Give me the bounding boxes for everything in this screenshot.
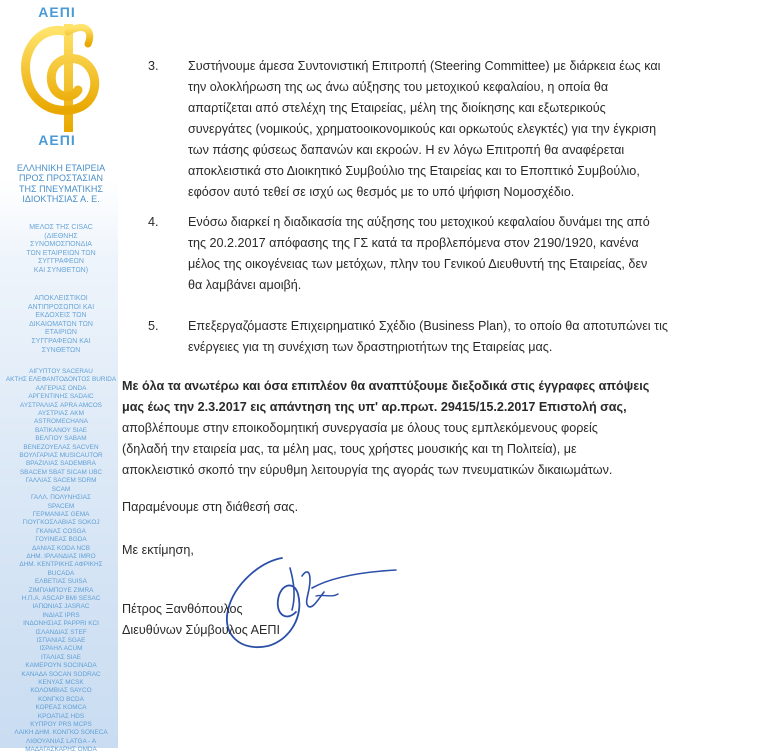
- society-entry: ΑΛΓΕΡΙΑΣ ONDA: [35, 384, 87, 392]
- text-line: της 20.2.2017 απόφασης της ΓΣ κατά τα προβλεπόμενα στον 2190/1920, κανένα: [188, 236, 639, 250]
- text-line: Συστήνουμε άμεσα Συντονιστική Επιτροπή (Steering Committee) με διάρκεια έως και: [188, 59, 661, 73]
- rights-line: ΕΤΑΙΡΙΩΝ: [45, 329, 77, 337]
- society-entry: SCAM: [51, 485, 71, 493]
- society-entry: ΓΑΛΛ. ΠΟΛΥΝΗΣΙΑΣ: [31, 494, 91, 502]
- society-entry: ΖΙΜΠΑΜΠΟΥΕ ZIMRA: [28, 586, 94, 594]
- org-line: ΕΛΛΗΝΙΚΗ ΕΤΑΙΡΕΙΑ: [16, 163, 106, 173]
- text-line: θα λαμβάνει αμοιβή.: [188, 278, 302, 292]
- text-line: την ολοκλήρωση της ως άνω αύξησης του μετοχικού κεφαλαίου, η οποία θα: [188, 80, 609, 94]
- society-entry: ΙΣΛΑΝΔΙΑΣ STEF: [35, 628, 87, 636]
- logo-text-bottom: ΑΕΠΙ: [38, 132, 76, 148]
- aepi-logo: [14, 4, 100, 154]
- society-entry: Η.Π.Α. ASCAP BMI SESAC: [21, 594, 101, 602]
- society-entry: ΚΕΝΥΑΣ MCSK: [38, 679, 84, 687]
- member-line: ΣΥΝΟΜΟΣΠΟΝΔΙΑ: [30, 241, 92, 249]
- logo-text-top: ΑΕΠΙ: [38, 4, 76, 20]
- org-line: ΠΡΟΣ ΠΡΟΣΤΑΣΙΑΝ: [18, 173, 104, 184]
- society-entry: ΔΑΝΙΑΣ KODA NCB: [32, 544, 90, 552]
- regards-line: Με εκτίμηση,: [122, 543, 194, 557]
- remain-at-disposal: Παραμένουμε στη διάθεσή σας.: [122, 500, 299, 514]
- society-entry: ΚΑΜΕΡΟΥΝ SOCINADA: [25, 662, 97, 670]
- member-line: ΤΩΝ ΕΤΑΙΡΕΙΩΝ ΤΩΝ: [26, 249, 96, 257]
- text-line: Επεξεργαζόμαστε Επιχειρηματικό Σχέδιο (Business Plan), το οποίο θα αποτυπώνει τις: [188, 319, 668, 333]
- item-text: [188, 56, 736, 203]
- item-number: 5.: [148, 319, 159, 333]
- society-entry: ΓΕΡΜΑΝΙΑΣ GEMA: [32, 510, 90, 518]
- society-entry: BUCADA: [47, 569, 75, 577]
- text-line: ενέργειες για τη συνέχιση των δραστηριοτήτων της Εταιρείας μας.: [188, 340, 553, 354]
- org-line: ΤΗΣ ΠΝΕΥΜΑΤΙΚΗΣ: [19, 183, 103, 194]
- societies-list: [5, 368, 117, 755]
- society-entry: ΒΟΥΛΓΑΡΙΑΣ MUSICAUTOR: [19, 452, 103, 460]
- society-entry: ΓΟΥΙΝΕΑΣ BGDA: [35, 536, 87, 544]
- society-entry: ΓΚΑΝΑΣ COSGA: [36, 527, 86, 535]
- letter-body: [118, 0, 770, 748]
- society-entry: ΔΗΜ. ΚΕΝΤΡΙΚΗΣ ΑΦΡΙΚΗΣ: [19, 561, 103, 569]
- rights-line: ΕΚΔΟΧΕΙΣ ΤΩΝ: [35, 312, 87, 320]
- organization-name: [5, 163, 117, 204]
- text-line: συνεργάτες (νομικούς, χρηματοοικονομικούς και ορκωτούς ελεγκτές) για την έγκριση: [188, 122, 657, 136]
- society-entry: ΓΑΛΛΙΑΣ SACEM SDRM: [25, 477, 97, 485]
- item-text: [188, 212, 736, 296]
- exclusive-representatives: [5, 295, 117, 355]
- closing-paragraph: [122, 376, 734, 481]
- society-entry: SBACEM SBAT SICAM UBC: [19, 468, 103, 476]
- society-entry: ΛΙΘΟΥΑΝΙΑΣ LATGA - A: [26, 737, 96, 745]
- text-line: των πάσης φύσεως δαπανών και εκροών. Η εν λόγω Επιτροπή θα αναφέρεται: [188, 143, 625, 157]
- member-line: ΜΕΛΟΣ ΤΗΣ CISAC: [29, 224, 93, 231]
- society-entry: ΙΑΠΩΝΙΑΣ JASRAC: [32, 603, 90, 611]
- society-entry: ΙΝΔΟΝΗΣΙΑΣ PAPPRI KCI: [23, 620, 99, 628]
- item-number: 4.: [148, 215, 159, 229]
- society-entry: ΑΥΣΤΡΑΛΙΑΣ APRA AMCOS: [20, 401, 102, 409]
- item-text: [188, 316, 736, 358]
- rights-line: ΑΠΟΚΛΕΙΣΤΙΚΟΙ: [34, 295, 88, 302]
- rights-line: ΔΙΚΑΙΩΜΑΤΩΝ ΤΩΝ: [29, 320, 93, 328]
- text-line: Ενόσω διαρκεί η διαδικασία της αύξησης του μετοχικού κεφαλαίου δυνάμει της από: [188, 215, 650, 229]
- society-entry: ASTROMECHANA: [34, 418, 88, 426]
- society-entry: ΜΑΔΑΓΑΣΚΑΡΗΣ OMDA: [25, 746, 97, 754]
- society-entry: ΑΡΓΕΝΤΙΝΗΣ SADAIC: [28, 393, 94, 401]
- handwritten-signature-icon: [220, 548, 405, 658]
- signatory-title: Διευθύνων Σύμβουλος ΑΕΠΙ: [122, 623, 280, 637]
- text-line: αποκλειστικό σκοπό την εύρυθμη λειτουργία της αγοράς των πνευματικών δικαιωμάτων.: [122, 463, 613, 477]
- society-entry: ΚΟΝΓΚΟ BCDA: [38, 695, 84, 703]
- society-entry: ΙΤΑΛΙΑΣ SIAE: [40, 653, 82, 661]
- text-line: απαρτίζεται από στελέχη της Εταιρείας, μέλη της διοίκησης και εξωτερικούς: [188, 101, 606, 115]
- org-line: ΙΔΙΟΚΤΗΣΙΑΣ Α. Ε.: [22, 193, 100, 204]
- society-entry: ΙΣΠΑΝΙΑΣ SGAE: [36, 637, 86, 644]
- society-entry: ΒΑΤΙΚΑΝΟΥ SIAE: [34, 426, 88, 434]
- signatory-name: Πέτρος Ξανθόπουλος: [122, 602, 243, 616]
- society-entry: ΑΥΣΤΡΙΑΣ AKM: [38, 410, 84, 418]
- society-entry: ΕΛΒΕΤΙΑΣ SUISA: [35, 578, 87, 586]
- society-entry: ΚΑΝΑΔΑ SOCAN SODRAC: [21, 670, 101, 678]
- bold-line: μας έως την 2.3.2017 εις απάντηση της υπ' αρ.πρωτ. 29415/15.2.2017 Επιστολή σας,: [122, 400, 627, 414]
- letterhead-sidebar: [0, 0, 118, 754]
- member-line: ΣΥΓΓΡΑΦΕΩΝ: [38, 258, 84, 266]
- society-entry: ΑΚΤΗΣ ΕΛΕΦΑΝΤΟΔΟΝΤΟΣ BURIDA: [5, 376, 117, 384]
- society-entry: ΒΕΝΕΖΟΥΕΛΑΣ SACVEN: [23, 443, 99, 451]
- text-line: (δηλαδή την εταιρεία μας, τα μέλη μας, τους χρήστες μουσικής και τη Πολιτεία), με: [122, 442, 577, 456]
- cisac-membership: [5, 224, 117, 276]
- society-entry: ΙΝΔΙΑΣ IPRS: [42, 611, 80, 619]
- member-line: (ΔΙΕΘΝΗΣ: [44, 232, 78, 240]
- bold-line: Με όλα τα ανωτέρω και όσα επιπλέον θα αναπτύξουμε διεξοδικά στις έγγραφες απόψεις: [122, 379, 650, 393]
- society-entry: ΔΗΜ. ΙΡΛΑΝΔΙΑΣ IMRO: [26, 552, 96, 560]
- text-line: αποβλέπουμε στην εποικοδομητική συνεργασία με όλους τους εμπλεκόμενους φορείς: [122, 421, 598, 435]
- text-line: εφόσον αυτό τεθεί σε ισχύ ως θεσμός με το υπό ψήφιση Νομοσχέδιο.: [188, 185, 575, 199]
- society-entry: ΚΟΡΕΑΣ KOMCA: [35, 704, 87, 712]
- society-entry: ΙΣΡΑΗΛ ACUM: [39, 645, 83, 653]
- society-entry: ΒΕΛΓΙΟΥ SABAM: [35, 435, 87, 443]
- society-entry: ΛΑΙΚΗ ΔΗΜ. ΚΟΝΓΚΟ SONECA: [14, 729, 108, 737]
- society-entry: ΓΙΟΥΓΚΟΣΛΑΒΙΑΣ SOKOJ: [22, 519, 100, 527]
- member-line: ΚΑΙ ΣΥΝΘΕΤΩΝ): [33, 266, 89, 274]
- item-number: 3.: [148, 59, 159, 73]
- text-line: μέλος της οικογένειας των μετόχων, πλην του Γενικού Διευθυντή της Εταιρείας, δεν: [188, 257, 648, 271]
- society-entry: ΚΟΛΟΜΒΙΑΣ SAYCO: [30, 687, 92, 695]
- society-entry: ΚΡΟΑΤΙΑΣ HDS: [37, 712, 85, 720]
- rights-line: ΑΝΤΙΠΡΟΣΩΠΟΙ ΚΑΙ: [27, 303, 95, 311]
- society-entry: SPACEM: [47, 502, 75, 510]
- society-entry: ΒΡΑΖΙΛΙΑΣ SADEMBRA: [26, 460, 96, 468]
- text-line: αποκλειστικά στο Διοικητικό Συμβούλιο της Εταιρείας και το Εποπτικό Συμβούλιο,: [188, 164, 640, 178]
- rights-line: ΣΥΓΓΡΑΦΕΩΝ ΚΑΙ: [31, 337, 91, 345]
- rights-line: ΣΥΝΘΕΤΩΝ: [41, 346, 81, 354]
- society-entry: ΚΥΠΡΟΥ PRS MCPS: [30, 721, 92, 729]
- society-entry: ΑΙΓΥΠΤΟΥ SACERAU: [29, 368, 93, 375]
